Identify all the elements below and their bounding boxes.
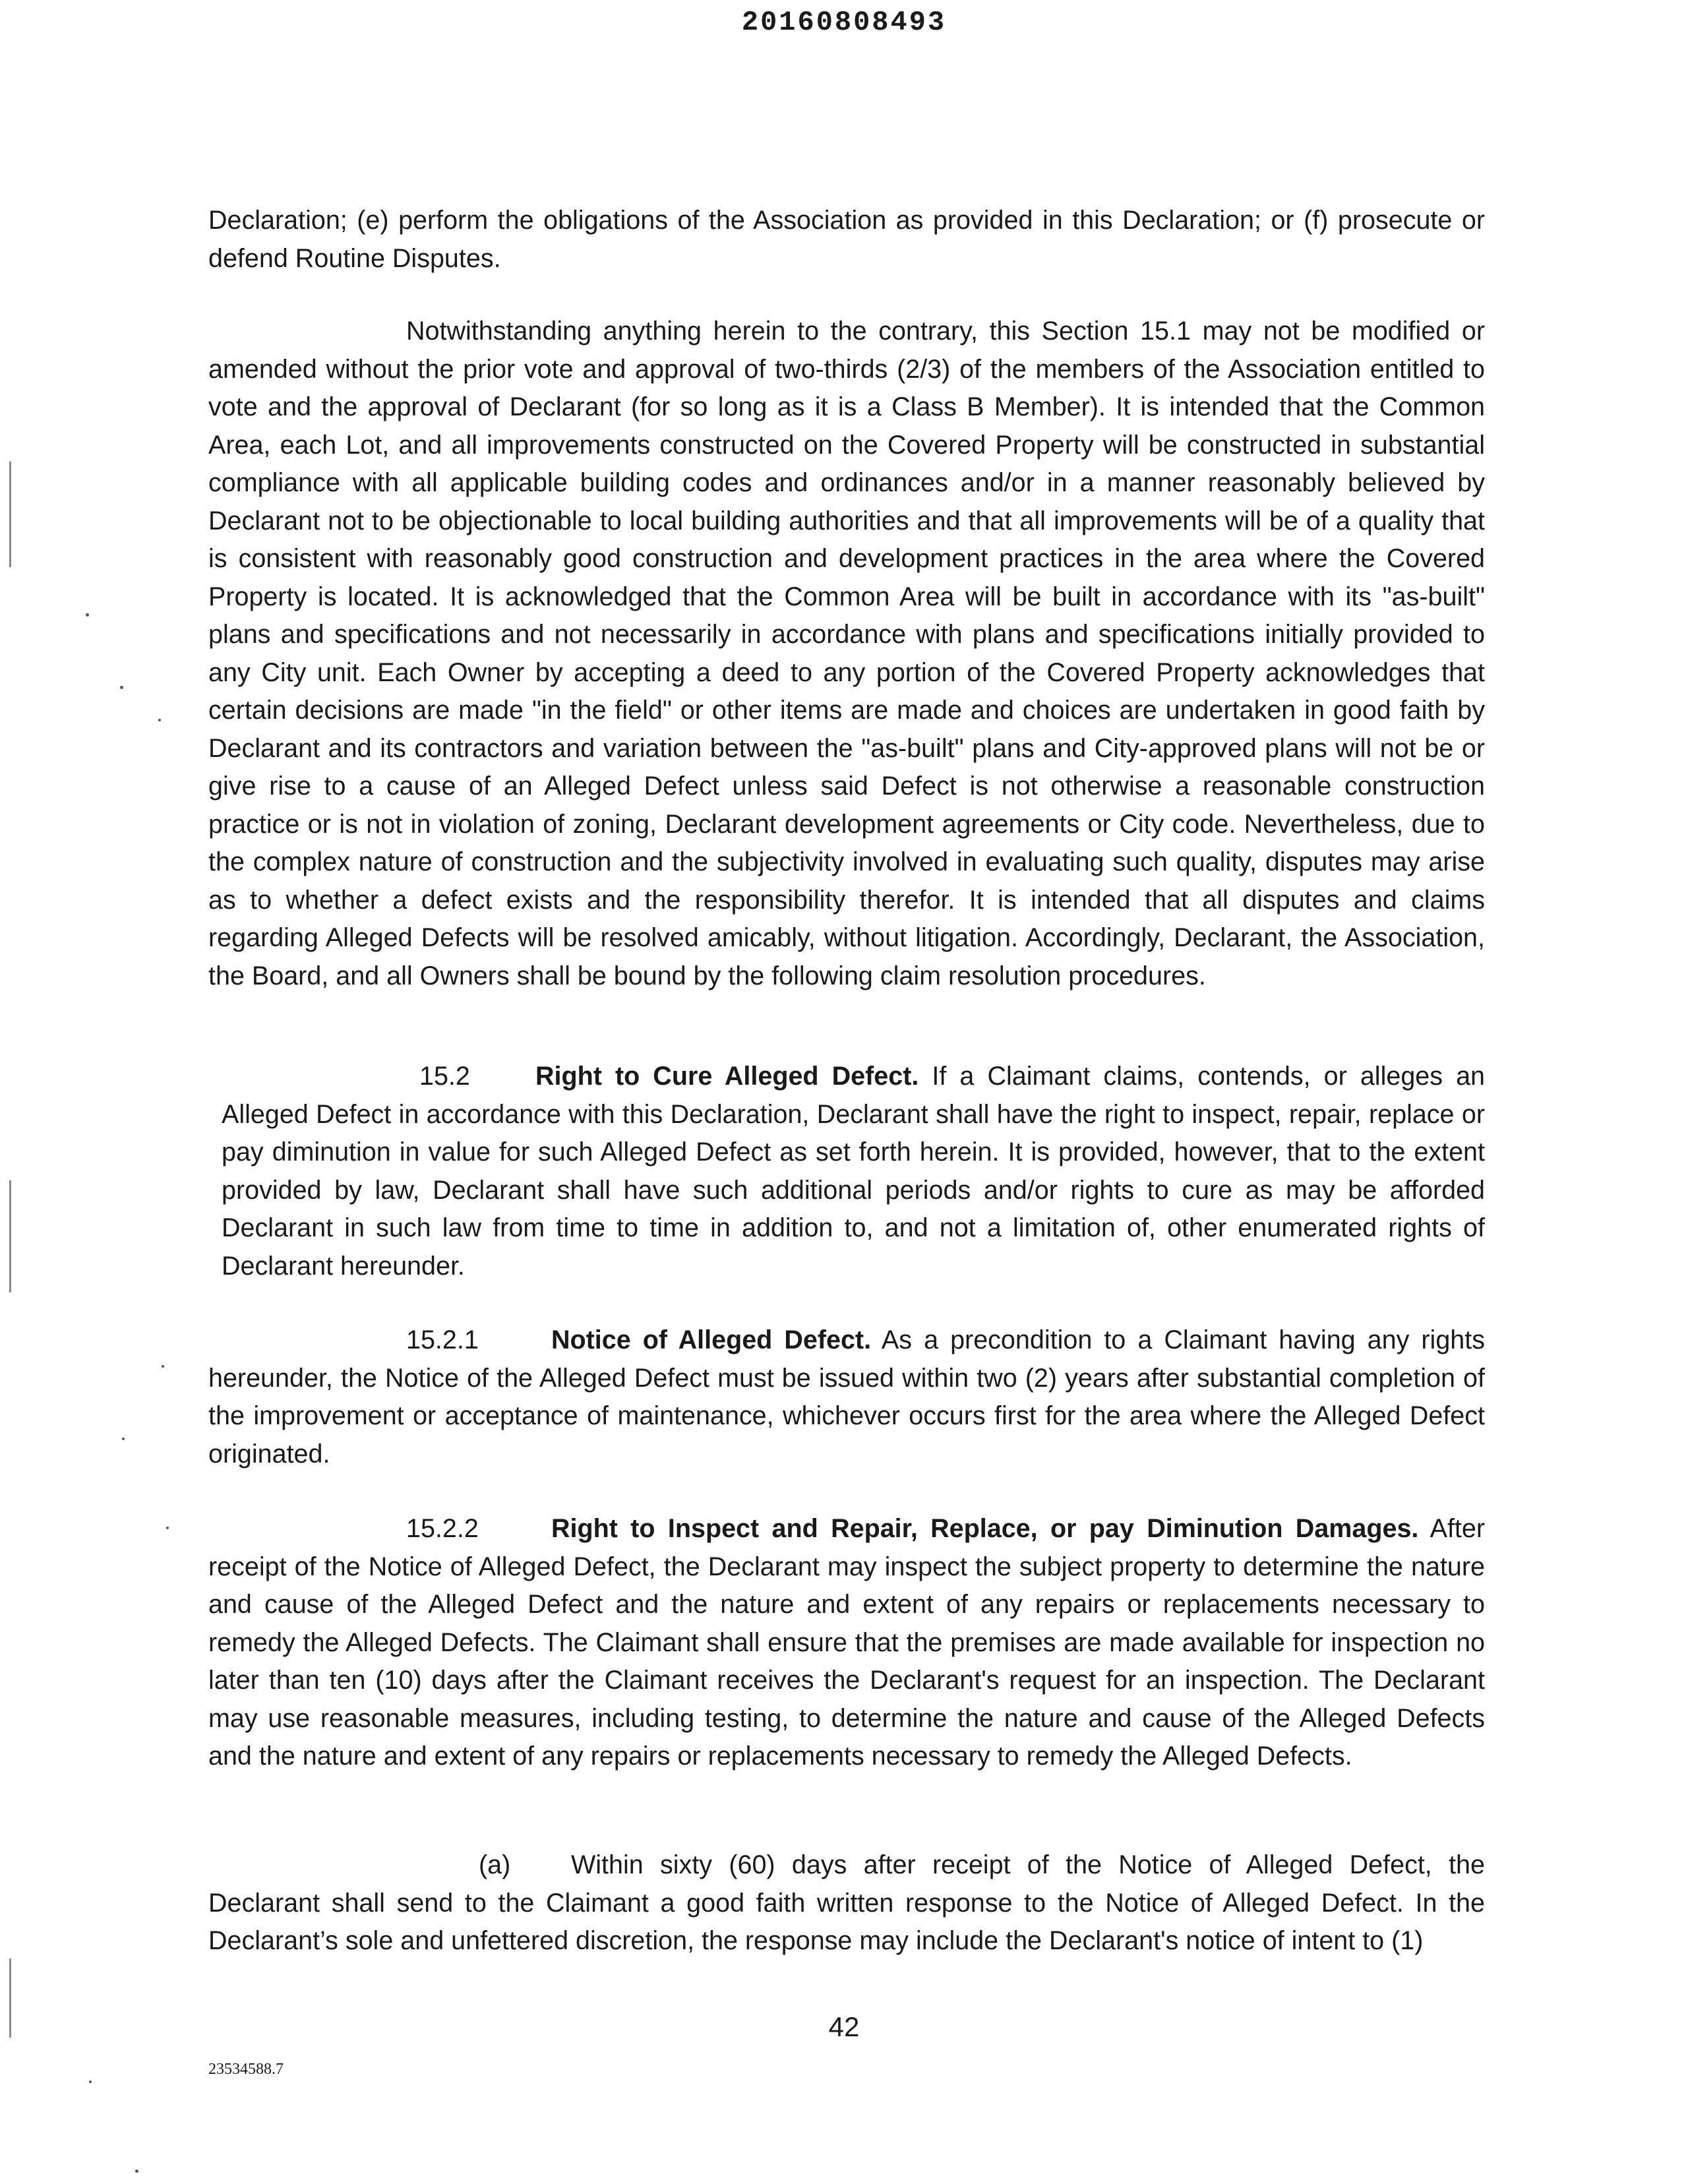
section-15-2 [222, 1058, 1485, 1285]
recording-number: 20160808493 [741, 7, 947, 38]
scan-artifact-speck [162, 1365, 164, 1368]
subsection-label: (a) [479, 1850, 511, 1879]
page-number: 42 [828, 2011, 860, 2042]
section-heading: Notice of Alleged Defect. [551, 1325, 872, 1354]
section-text: If a Claimant claims, contends, or alleges an Alleged Defect in accordance with this Declaration, Declarant shall have the right to inspect, repair, replace or pay diminution in value for such Alleged Defect as set forth herein. It is provided, however, that to the extent provided by law, Declarant shall have such additional periods and/or rights to cure as may be afforded Declarant in such law from time to time in addition to, and not a limitation of, other enumerated rights of Declarant hereunder. [222, 1062, 1486, 1281]
scan-artifact-line [9, 1180, 11, 1292]
scan-artifact-speck [120, 686, 123, 689]
scan-artifact-speck [89, 2080, 92, 2083]
section-15-2-2 [208, 1510, 1485, 1776]
section-number: 15.2.1 [406, 1325, 479, 1354]
document-id: 23534588.7 [208, 2061, 284, 2078]
section-text: As a precondition to a Claimant having any rights hereunder, the Notice of the Alleged Defect must be issued within two (2) years after substantial completion of the improvement or acceptance of maintenance, whichever occurs first for the area where the Alleged Defect originated. [208, 1325, 1485, 1469]
subsection-text: Within sixty (60) days after receipt of the Notice of Alleged Defect, the Declarant shall send to the Claimant a good faith written response to the Notice of Alleged Defect. In the Declarant’s sole and unfettered discretion, the response may include the Declarant's notice of intent to (1) [208, 1850, 1485, 1955]
section-15-2-1 [208, 1321, 1485, 1473]
scan-artifact-line [9, 462, 11, 567]
subsection-a [208, 1846, 1485, 1960]
scan-artifact-speck [122, 1438, 125, 1440]
section-text: After receipt of the Notice of Alleged Defect, the Declarant may inspect the subject property to determine the nature and cause of the Alleged Defect and the nature and extent of any repairs or replacements necessary to remedy the Alleged Defects. The Claimant shall ensure that the premises are made available for inspection no later than ten (10) days after the Claimant receives the Declarant's request for an inspection. The Declarant may use reasonable measures, including testing, to determine the nature and cause of the Alleged Defects and the nature and extent of any repairs or replacements necessary to remedy the Alleged Defects. [208, 1514, 1486, 1771]
scan-artifact-speck [166, 1527, 169, 1529]
scan-artifact-speck [135, 2169, 138, 2173]
section-heading: Right to Cure Alleged Defect. [535, 1062, 919, 1091]
paragraph-notwithstanding: Notwithstanding anything herein to the contrary, this Section 15.1 may not be modified or amended without the prior vote and approval of two-thirds (2/3) of the members of the Association entitled to vote and the approval of Declarant (for so long as it is a Class B Member). It is intended that the Common Area, each Lot, and all improvements constructed on the Covered Property will be constructed in substantial compliance with all applicable building codes and ordinances and/or in a manner reasonably believed by Declarant not to be objectionable to local building authorities and that all improvements will be of a quality that is consistent with reasonably good construction and development practices in the area where the Covered Property is located. It is acknowledged that the Common Area will be built in accordance with its "as-built" plans and specifications and not necessarily in accordance with plans and specifications initially provided to any City unit. Each Owner by accepting a deed to any portion of the Covered Property acknowledges that certain decisions are made "in the field" or other items are made and choices are undertaken in good faith by Declarant and its contractors and variation between the "as-built" plans and City-approved plans will not be or give rise to a cause of an Alleged Defect unless said Defect is not otherwise a reasonable construction practice or is not in violation of zoning, Declarant development agreements or City code. Nevertheless, due to the complex nature of construction and the subjectivity involved in evaluating such quality, disputes may arise as to whether a defect exists and the responsibility therefor. It is intended that all disputes and claims regarding Alleged Defects will be resolved amicably, without litigation. Accordingly, Declarant, the Association, the Board, and all Owners shall be bound by the following claim resolution procedures. [208, 317, 1485, 990]
scan-artifact-speck [86, 613, 89, 617]
scan-artifact-speck [158, 719, 161, 721]
section-number: 15.2.2 [406, 1514, 479, 1543]
section-heading: Right to Inspect and Repair, Replace, or pay Diminution Damages. [551, 1514, 1419, 1543]
scan-artifact-line [9, 1958, 11, 2038]
paragraph-declaration-continuation: Declaration; (e) perform the obligations of the Association as provided in this Declaration; or (f) prosecute or defend Routine Disputes. [208, 206, 1485, 273]
section-number: 15.2 [419, 1062, 470, 1091]
